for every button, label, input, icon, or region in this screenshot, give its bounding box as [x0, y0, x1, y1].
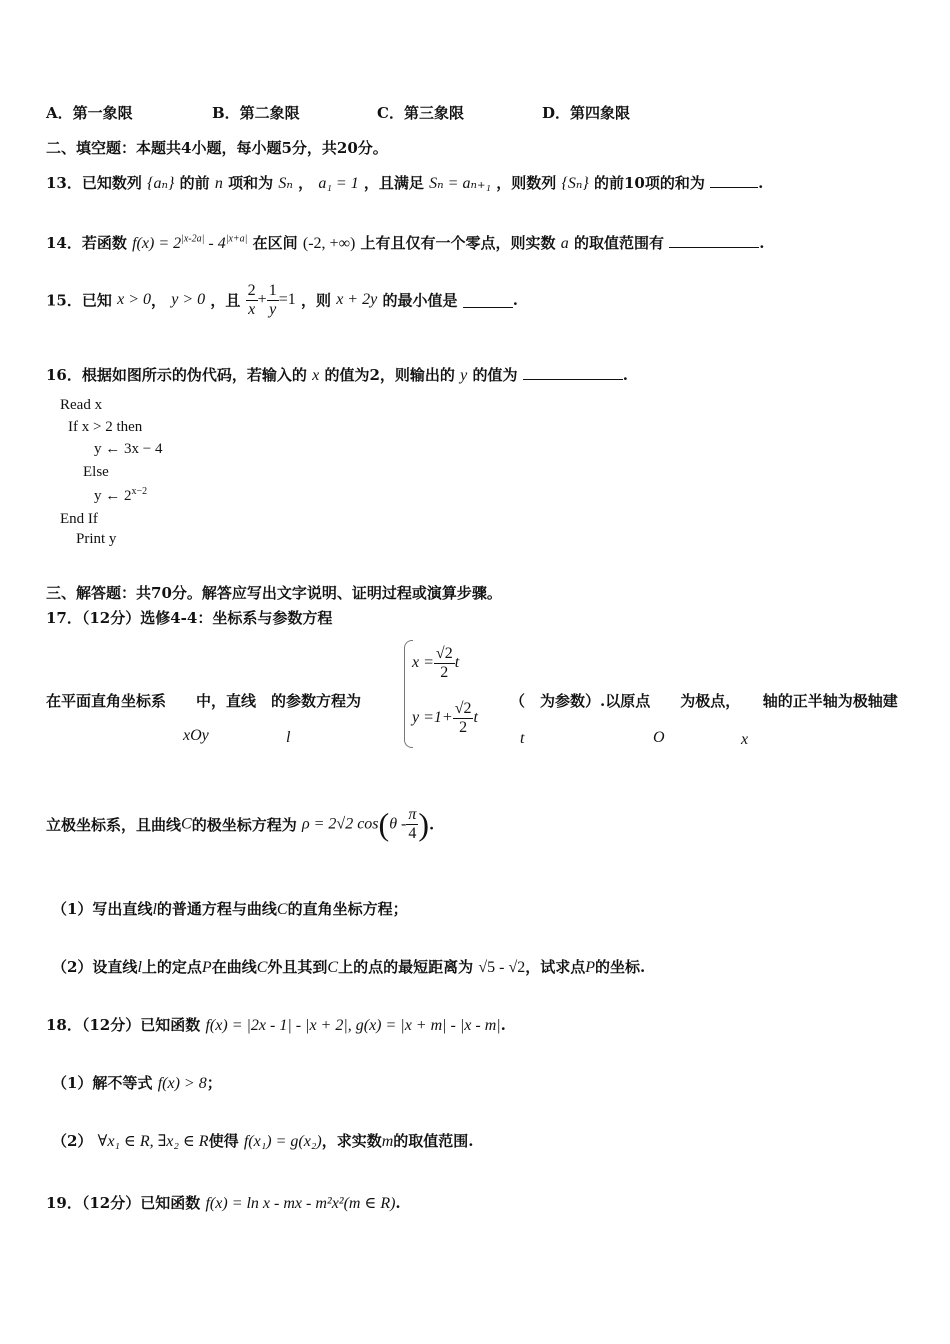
q18-s2-eq: f(x₁) = g(x₂) [243, 1133, 322, 1150]
question-18 [46, 1014, 506, 1035]
section-2-heading: 二、填空题：本题共4小题，每小题5分，共20分。 [46, 139, 388, 157]
q14-exp1: |x-2a| [181, 233, 205, 245]
q17-eq1-num: √2 [435, 645, 453, 662]
q17-p2-end: . [429, 815, 435, 834]
q16-x: x [312, 367, 320, 384]
q17-eq2-num: √2 [454, 700, 472, 717]
q17-p2b: 的极坐标方程为 [191, 816, 297, 834]
q13-answer-blank [710, 173, 758, 188]
q15-t2: ，则 [300, 291, 331, 310]
q17-s2-p: P [201, 959, 212, 976]
q15-rhs: =1 [278, 291, 296, 309]
q18-sub2 [52, 1130, 474, 1151]
q14-interval: (-2, +∞) [302, 235, 356, 252]
q17-s1-l: l [152, 901, 157, 918]
q17-eq1-frac [434, 645, 455, 681]
q17-eq1 [412, 645, 459, 681]
q17-sub2 [52, 956, 645, 977]
q17-eq2-frac [453, 700, 474, 736]
q16-answer-blank [523, 365, 623, 380]
q17-s1b: 的普通方程与曲线 [156, 900, 277, 918]
q15-frac2-num: 1 [268, 282, 277, 299]
q14-t1: 在区间 [252, 234, 298, 252]
q18-title: 18．（12分）已知函数 [46, 1016, 201, 1034]
q18-s2-quantifier: ∀x₁ ∈ R, ∃x₂ ∈ R [97, 1133, 209, 1150]
code-read: Read x [60, 397, 103, 413]
q13-rel: Sₙ = aₙ₊₁ [429, 175, 491, 192]
q14-t3: 的取值范围有 [574, 234, 665, 252]
q14-exp2: |x+a| [225, 233, 248, 245]
option-d: D．第四象限 [542, 104, 631, 122]
question-14 [46, 232, 765, 253]
q14-fx [132, 235, 247, 252]
code-if: If x > 2 then [68, 419, 143, 435]
q18-s2d: 的取值范围. [393, 1132, 474, 1150]
q15-expr: x + 2y [336, 291, 378, 309]
q18-s2-m: m [381, 1133, 394, 1150]
q16-end: . [622, 366, 628, 384]
q17-p1b: （ 为参数）.以原点 为极点， 轴的正半轴为极轴建 [510, 692, 898, 710]
code-endif: End If [60, 511, 98, 527]
q17-eq2-t: t [473, 709, 478, 727]
q17-s2-dist: √5 - √2 [478, 959, 526, 976]
q18-s2a: （2） [52, 1132, 93, 1150]
q18-sub1 [52, 1072, 222, 1093]
q15-plus: + [257, 291, 267, 309]
q13-t4: ，则数列 [496, 174, 557, 192]
code-else: Else [83, 464, 109, 480]
q18-s1-end: ； [206, 1074, 222, 1092]
q17-polar-num: π [408, 806, 417, 824]
q18-s2b: 使得 [208, 1132, 239, 1150]
q17-polar-lhs: ρ = 2√2 cos [301, 815, 379, 833]
q17-p2: 立极坐标系，且曲线C的极坐标方程为 ρ = 2√2 cos(θ - $\frac{\pi}{4}$ ). [46, 806, 435, 842]
q15-num: 15．已知 [46, 291, 112, 310]
q18-fx: f(x) = |2x - 1| - |x + 2|, g(x) = |x + m| - |x - m| [205, 1017, 501, 1034]
q19-fx: f(x) = ln x - mx - m²x²(m ∈ R) [205, 1195, 396, 1212]
section-3-heading: 三、解答题：共70分。解答应写出文字说明、证明过程或演算步骤。 [46, 584, 502, 602]
q16-y: y [460, 367, 468, 384]
q15-c2: y > 0 [171, 291, 206, 309]
question-13: 13．已知数列 {aₙ} 的前 n 项和为 Sₙ ， a₁ = 1 ，且满足 Sₙ = aₙ₊₁ ，则数列 {Sₙ} 的前10项的和为 . [46, 174, 764, 192]
q14-end: . [759, 234, 765, 252]
q17-polar-den: 4 [408, 825, 417, 842]
q17-s2d: 外且其到 [267, 958, 328, 976]
code-print: Print y [76, 531, 117, 547]
q17-polar-theta: θ - [389, 815, 407, 833]
q17-eq1-t: t [454, 654, 460, 672]
q13-seq: {aₙ} [147, 175, 175, 192]
q17-s1c: 的直角坐标方程； [287, 900, 408, 918]
q17-s2g: 的坐标. [595, 958, 646, 976]
q17-p1: 在平面直角坐标系 中，直线 的参数方程为 [46, 692, 362, 710]
question-15 [46, 282, 518, 318]
q17-t: t [520, 730, 525, 747]
q17-p2-c: C [181, 815, 192, 833]
q17-l: l [286, 729, 291, 746]
q17-s2-c2: C [327, 959, 339, 976]
q14-minus: - 4 [208, 235, 226, 252]
q13-num: 13．已知数列 [46, 174, 142, 192]
q15-frac1-den: x [248, 300, 256, 318]
q17-o: O [653, 729, 665, 746]
q15-c1: x > 0 [117, 291, 152, 309]
q17-s2-l: l [137, 959, 142, 976]
q17-s2c: 在曲线 [211, 958, 257, 976]
q13-n: n [214, 175, 223, 192]
option-c: C．第三象限 [377, 104, 464, 122]
option-a: A．第一象限 [46, 104, 133, 122]
q17-s2f: ，试求点 [525, 958, 586, 976]
q15-t1: ，且 [210, 291, 241, 310]
q13-t1: 的前 [179, 174, 210, 192]
q18-end: . [500, 1016, 506, 1034]
q18-s1-f: f(x) > 8 [157, 1075, 207, 1092]
code-else-assign-exp: x−2 [131, 486, 148, 497]
q17-eq2-lhs: y =1+ [412, 709, 453, 727]
question-19 [46, 1192, 401, 1213]
code-else-assign-base: y ← 2 [94, 488, 132, 504]
q13-sn: Sₙ [278, 175, 293, 192]
q17-s2b: 上的定点 [141, 958, 202, 976]
q17-s1a: （1）写出直线 [52, 900, 153, 918]
q13-t2: 项和为 [228, 174, 274, 192]
q15-end: . [512, 291, 518, 310]
q13-end: . [758, 174, 764, 192]
q14-a: a [560, 235, 569, 252]
q16-t1: 的值为2，则输出的 [324, 366, 455, 384]
q14-num: 14．若函数 [46, 234, 127, 252]
q17-s2a: （2）设直线 [52, 958, 138, 976]
q13-seq-s: {Sₙ} [561, 175, 589, 192]
q16-t2: 的值为 [472, 366, 518, 384]
q14-fx-base: f(x) = 2 [132, 235, 182, 252]
q13-t3: ，且满足 [363, 174, 424, 192]
q16-num: 16．根据如图所示的伪代码，若输入的 [46, 366, 307, 384]
q15-answer-blank [463, 293, 513, 308]
q19-end: . [395, 1194, 401, 1212]
q15-sep: ， [151, 291, 167, 310]
q15-frac-2x [246, 282, 258, 318]
q17-eq1-lhs: x = [412, 654, 434, 672]
q14-answer-blank [669, 233, 759, 248]
q18-s2c: ，求实数 [321, 1132, 382, 1150]
q17-eq1-den: 2 [440, 663, 449, 681]
q13-a1: a₁ = 1 [318, 175, 359, 192]
question-16 [46, 364, 628, 385]
q17-eq2-den: 2 [459, 718, 468, 736]
q17-sub1 [52, 898, 408, 919]
q15-t3: 的最小值是 [382, 291, 458, 310]
q17-p2-text: 立极坐标系，且曲线 [46, 816, 182, 834]
code-else-assign [94, 486, 147, 505]
q17-title: 17．（12分）选修4-4：坐标系与参数方程 [46, 609, 333, 627]
code-then-assign: y ← 3x − 4 [94, 441, 163, 457]
q17-s2-p2: P [585, 959, 596, 976]
q17-polar-frac [406, 806, 418, 842]
q14-t2: 上有且仅有一个零点，则实数 [360, 234, 556, 252]
q17-s2-c: C [256, 959, 268, 976]
q15-frac2-den: y [269, 300, 277, 318]
q19-title: 19．（12分）已知函数 [46, 1194, 201, 1212]
q15-frac1-num: 2 [247, 282, 256, 299]
q13-t5: 的前10项的和为 [593, 174, 705, 192]
q17-xoy: xOy [183, 727, 209, 744]
q17-x: x [741, 731, 749, 748]
q15-frac-1y [267, 282, 279, 318]
option-b: B．第二象限 [212, 104, 300, 122]
q18-s1a: （1）解不等式 [52, 1074, 153, 1092]
q17-s1-c: C [276, 901, 288, 918]
q17-eq2 [412, 700, 478, 736]
q17-s2e: 上的点的最短距离为 [338, 958, 474, 976]
